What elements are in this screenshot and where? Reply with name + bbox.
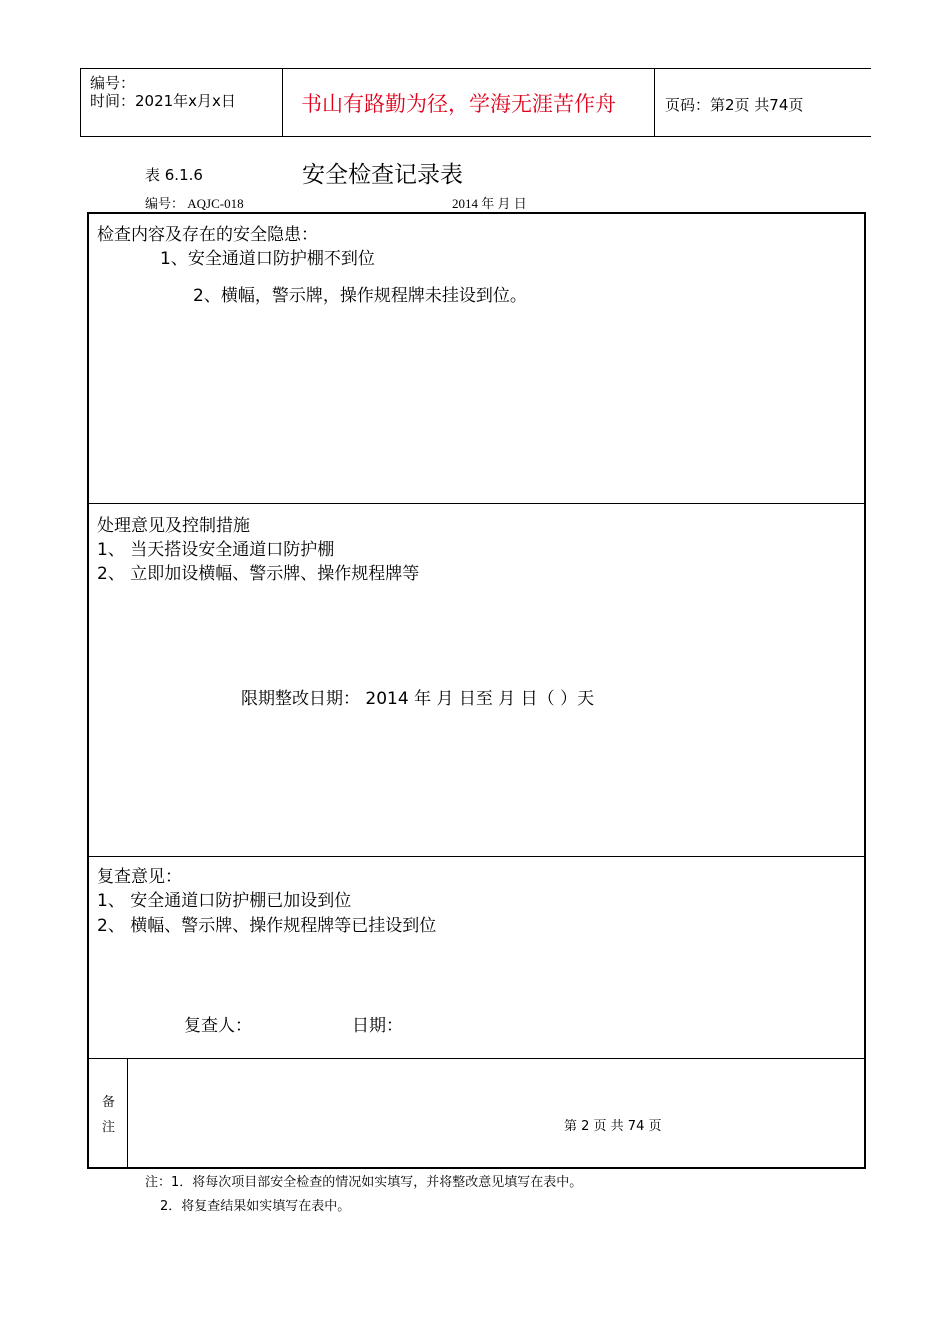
measures-heading: 处理意见及控制措施 <box>97 516 250 536</box>
header-motto: 书山有路勤为径，学海无涯苦作舟 <box>301 92 616 116</box>
row-divider <box>89 856 864 857</box>
footnote: 2．将复查结果如实填写在表中。 <box>160 1199 351 1214</box>
form-title: 安全检查记录表 <box>302 162 463 188</box>
remarks-label: 注 <box>102 1120 116 1135</box>
review-item: 2、 横幅、警示牌、操作规程牌等已挂设到位 <box>97 916 437 936</box>
hazard-item: 2、横幅，警示牌，操作规程牌未挂设到位。 <box>193 286 527 306</box>
page-header-table <box>80 68 871 137</box>
footnote: 注：1．将每次项目部安全检查的情况如实填写，并将整改意见填写在表中。 <box>145 1175 583 1190</box>
form-date: 2014 年 月 日 <box>452 196 527 211</box>
header-page-number: 页码：第2页 共74页 <box>665 96 804 114</box>
table-number: 表 6.1.6 <box>145 166 203 184</box>
header-time: 时间：2021年x月x日 <box>90 92 236 110</box>
deadline-line: 限期整改日期： 2014 年 月 日至 月 日（ ）天 <box>241 689 595 709</box>
measure-item: 1、 当天搭设安全通道口防护棚 <box>97 540 335 560</box>
inspection-record-table <box>87 212 866 1169</box>
header-divider <box>282 69 283 136</box>
measure-item: 2、 立即加设横幅、警示牌、操作规程牌等 <box>97 564 420 584</box>
review-date-label: 日期： <box>352 1016 403 1036</box>
review-heading: 复查意见： <box>97 867 182 887</box>
header-divider <box>654 69 655 136</box>
remarks-divider <box>127 1058 128 1167</box>
row-divider <box>89 1058 864 1059</box>
remarks-label: 备 <box>102 1095 116 1110</box>
remarks-page-number: 第 2 页 共 74 页 <box>564 1119 662 1134</box>
header-serial-label: 编号： <box>90 74 136 92</box>
form-serial: 编号： AQJC-018 <box>145 196 244 211</box>
reviewer-label: 复查人： <box>184 1016 252 1036</box>
row-divider <box>89 503 864 504</box>
hazard-item: 1、安全通道口防护棚不到位 <box>160 249 375 269</box>
review-item: 1、 安全通道口防护棚已加设到位 <box>97 891 352 911</box>
hazards-heading: 检查内容及存在的安全隐患： <box>97 225 318 245</box>
